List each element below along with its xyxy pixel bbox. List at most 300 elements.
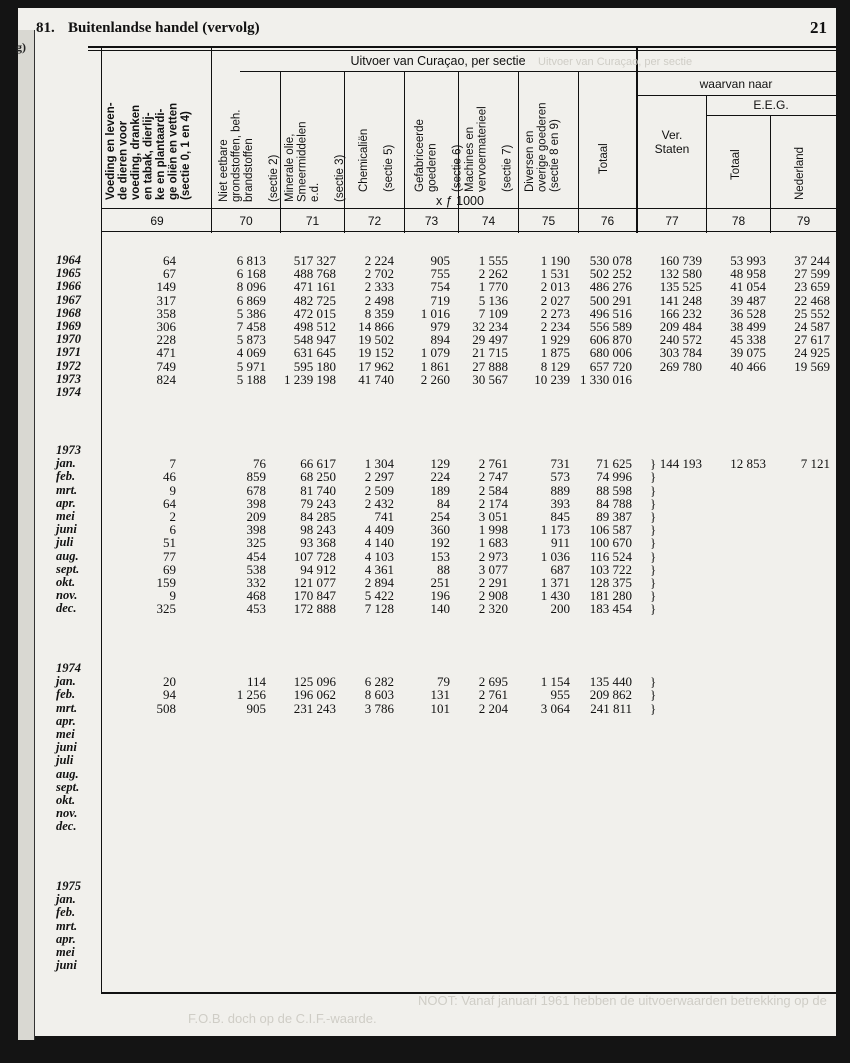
table-cell: 5 136 (478, 292, 508, 308)
table-cell: 241 811 (590, 700, 632, 716)
table-cell: 149 (156, 279, 176, 295)
table-cell: 472 015 (293, 305, 336, 321)
table-cell: 4 140 (364, 535, 394, 551)
table-cell: 398 (246, 495, 266, 511)
table-cell: 325 (156, 601, 176, 617)
table-cell: 687 (550, 561, 570, 577)
table-cell: 14 866 (358, 319, 394, 334)
row-label: 1967 (56, 292, 81, 307)
table-cell: 228 (156, 332, 176, 348)
table-cell: 251 (430, 575, 450, 590)
table-cell: 159 (156, 575, 176, 590)
table-cell: 196 (430, 588, 450, 604)
table-cell: 573 (550, 469, 570, 485)
table-cell: 754 (430, 279, 450, 295)
table-cell: 859 (246, 469, 266, 485)
row-label: mei (56, 509, 75, 523)
table-cell: 2 908 (478, 588, 508, 604)
table-cell: 468 (246, 588, 266, 604)
table-cell: 1 998 (478, 522, 508, 538)
table-cell: 1 190 (540, 253, 570, 268)
table-cell: 160 739 (659, 253, 702, 268)
table-cell: 595 180 (293, 358, 336, 374)
table-cell: 889 (550, 482, 570, 498)
table-cell: 135 525 (659, 279, 702, 295)
row-label: apr. (56, 931, 76, 946)
table-cell: 9 (169, 588, 176, 604)
table-cell: 48 958 (730, 266, 766, 282)
row-label: jan. (56, 456, 76, 471)
table-cell: 1 330 016 (580, 371, 632, 387)
table-cell: 2 297 (364, 469, 394, 485)
column-number: 70 (239, 214, 253, 228)
row-label: apr. (56, 713, 76, 728)
table-cell: 37 244 (794, 253, 830, 268)
table-cell: 5 873 (236, 332, 266, 348)
table-cell: 1 036 (540, 548, 570, 564)
table-cell: 6 282 (364, 674, 394, 690)
table-cell: 84 788 (596, 495, 632, 511)
table-cell: 3 064 (540, 700, 570, 716)
table-cell: 488 768 (293, 266, 336, 282)
table-cell: 77 (163, 548, 176, 564)
table-cell: 398 (246, 522, 266, 538)
row-label: 1973 (56, 443, 81, 457)
table-cell: 3 786 (364, 700, 394, 716)
table-cell: 2 291 (478, 575, 508, 590)
table-cell: 74 996 (596, 469, 632, 485)
col-divider (706, 95, 707, 233)
table-cell: 517 327 (293, 253, 336, 268)
row-label: nov. (56, 806, 78, 821)
table-cell: 189 (430, 482, 450, 498)
table-cell: 107 728 (293, 548, 336, 564)
table-cell: 88 (437, 561, 450, 577)
row-label: feb. (56, 687, 76, 702)
col-divider (636, 48, 638, 233)
table-cell: 17 962 (358, 358, 394, 374)
col-header-78: Totaal (730, 149, 742, 180)
table-cell: 121 077 (293, 575, 336, 590)
table-cell: 7 128 (364, 601, 394, 617)
table-cell: 125 096 (293, 674, 336, 690)
table-cell: 183 454 (589, 601, 632, 617)
table-cell: 393 (550, 495, 570, 511)
table-cell: 500 291 (589, 292, 632, 308)
col-divider (518, 71, 519, 233)
table-cell: 209 484 (659, 319, 702, 334)
table-cell: 67 (163, 266, 176, 282)
table-cell: 153 (430, 548, 450, 564)
table-cell: 6 813 (236, 253, 266, 268)
table-cell: 166 232 (659, 305, 702, 321)
table-cell: 45 338 (730, 332, 766, 348)
row-label: 1969 (56, 319, 81, 333)
bleed-through: NOOT: Vanaf januari 1961 hebben de uitvoerwaarden betrekking op de (418, 993, 827, 1008)
table-cell: 1 256 (236, 687, 266, 703)
col-header-76: Totaal (598, 143, 610, 174)
table-cell: 39 075 (730, 345, 766, 361)
page-number: 21 (810, 18, 827, 37)
year-total-cell: 12 853 (730, 456, 766, 472)
row-label: 1972 (56, 358, 81, 373)
brace-mark: } (650, 674, 657, 690)
row-label: mrt. (56, 700, 78, 715)
table-cell: 2 894 (364, 575, 394, 590)
brace-mark: } (650, 601, 657, 617)
table-cell: 755 (430, 266, 450, 282)
table-cell: 209 862 (589, 687, 632, 703)
table-cell: 4 069 (236, 345, 266, 361)
table-cell: 1 304 (364, 456, 394, 472)
table-cell: 53 993 (730, 253, 766, 268)
brace-mark: } (650, 548, 657, 564)
table-cell: 106 587 (589, 522, 632, 538)
table-cell: 36 528 (730, 305, 766, 321)
row-label: 1965 (56, 266, 81, 281)
table-cell: 21 715 (472, 345, 508, 361)
table-cell: 170 847 (293, 588, 336, 604)
table-cell: 24 925 (794, 345, 830, 361)
table-cell: 114 (246, 674, 266, 690)
eeg-header: E.E.G. (753, 98, 789, 112)
brace-mark: } (650, 588, 657, 604)
table-cell: 482 725 (293, 292, 336, 308)
brace-mark: } (650, 509, 657, 524)
unit-label: x ƒ 1000 (436, 194, 484, 208)
table-cell: 10 239 (534, 371, 570, 387)
column-number: 71 (305, 214, 320, 228)
table-cell: 181 280 (589, 588, 632, 604)
table-cell: 94 912 (300, 561, 336, 577)
table-cell: 360 (430, 522, 450, 538)
table-cell: 5 188 (236, 371, 266, 387)
row-label: mei (56, 945, 75, 959)
table-cell: 9 (169, 482, 176, 498)
table-cell: 2 747 (478, 469, 508, 485)
col-header-69: Voeding en leven- de dieren voor voeding, dranken en tabak, dierlij- ke en plantaardi- ge oliën en vetten (sectie 0, 1 en 4) (105, 102, 192, 200)
col-header-77: Ver. Staten (654, 128, 690, 156)
table-cell: 6 869 (236, 292, 266, 308)
table-cell: 5 422 (364, 588, 394, 604)
table-cell: 25 552 (794, 305, 830, 321)
table-cell: 2 432 (364, 495, 394, 511)
table-cell: 1 875 (540, 345, 570, 361)
brace-mark: } (650, 687, 657, 703)
table-cell: 7 458 (236, 319, 266, 334)
table-cell: 94 (163, 687, 176, 703)
table-cell: 905 (246, 700, 266, 716)
table-cell: 306 (156, 319, 176, 334)
table-cell: 496 516 (589, 305, 632, 321)
table-cell: 29 497 (472, 332, 508, 348)
row-label: sept. (56, 561, 80, 576)
table-cell: 1 079 (420, 345, 450, 361)
previous-page-edge: g) (18, 30, 35, 1040)
table-cell: 631 645 (293, 345, 336, 361)
table-cell: 471 (156, 345, 176, 361)
table-cell: 101 (430, 700, 450, 716)
table-cell: 2 273 (540, 305, 570, 321)
table-cell: 731 (550, 456, 570, 472)
table-cell: 89 387 (596, 509, 632, 524)
table-cell: 84 285 (300, 509, 336, 524)
table-cell: 240 572 (659, 332, 702, 348)
table-cell: 129 (430, 456, 450, 472)
table-cell: 19 502 (358, 332, 394, 348)
column-number: 73 (424, 214, 439, 228)
table-cell: 1 531 (540, 266, 570, 282)
table-cell: 7 109 (478, 305, 508, 321)
table-cell: 749 (156, 358, 176, 374)
row-label: dec. (56, 601, 77, 616)
table-cell: 471 161 (293, 279, 336, 295)
brace-mark: } (650, 495, 657, 511)
table-cell: 3 077 (478, 561, 508, 577)
table-cell: 20 (163, 674, 176, 690)
table-cell: 7 (169, 456, 176, 472)
row-label: sept. (56, 779, 80, 794)
table-cell: 27 888 (472, 358, 508, 374)
table-cell: 657 720 (589, 358, 632, 374)
row-label: okt. (56, 575, 76, 589)
table-cell: 453 (246, 601, 266, 617)
table-cell: 4 103 (364, 548, 394, 564)
table-cell: 93 368 (300, 535, 336, 551)
table-cell: 548 947 (293, 332, 336, 348)
table-cell: 19 569 (794, 358, 830, 374)
table-cell: 71 625 (596, 456, 632, 472)
table-cell: 4 409 (364, 522, 394, 538)
col-divider (211, 48, 212, 233)
column-number: 74 (481, 214, 496, 228)
table-cell: 5 971 (236, 358, 266, 374)
row-label: jan. (56, 892, 76, 907)
table-cell: 2 (169, 509, 176, 524)
table-cell: 24 587 (794, 319, 830, 334)
column-number: 79 (796, 214, 811, 228)
table-cell: 135 440 (589, 674, 632, 690)
table-cell: 2 761 (478, 456, 508, 472)
table-cell: 8 129 (540, 358, 570, 374)
row-label: jan. (56, 674, 76, 689)
top-rule-thin (88, 50, 836, 51)
table-cell: 69 (163, 561, 176, 577)
table-cell: 979 (430, 319, 450, 334)
table-cell: 824 (156, 371, 176, 387)
table-cell: 2 702 (364, 266, 394, 282)
table-cell: 1 555 (478, 253, 508, 268)
row-label: mei (56, 727, 75, 741)
row-label: apr. (56, 495, 76, 510)
table-cell: 88 598 (596, 482, 632, 498)
group-header: Uitvoer van Curaçao, per sectie (350, 54, 526, 68)
bleed-through: F.O.B. doch op de C.I.F.-waarde. (188, 1011, 377, 1026)
table-cell: 41 054 (730, 279, 766, 295)
table-cell: 454 (246, 548, 266, 564)
table-cell: 1 154 (540, 674, 570, 690)
brace-mark: } (650, 522, 657, 538)
row-label: juli (56, 535, 74, 550)
row-label: 1970 (56, 332, 81, 347)
row-label: juni (56, 958, 77, 973)
brace-mark: } (650, 535, 657, 551)
table-cell: 2 761 (478, 687, 508, 703)
table-cell: 140 (430, 601, 450, 617)
row-label: juli (56, 753, 74, 768)
table-cell: 8 359 (364, 305, 394, 321)
table-cell: 2 509 (364, 482, 394, 498)
column-number: 69 (150, 214, 164, 228)
table-cell: 32 234 (472, 319, 508, 334)
row-label: 1974 (56, 385, 81, 399)
dest-header-rule (636, 95, 836, 96)
table-cell: 2 262 (478, 266, 508, 282)
row-label: 1973 (56, 371, 81, 386)
table-cell: 27 617 (794, 332, 830, 348)
table-cell: 905 (430, 253, 450, 268)
row-label: aug. (56, 548, 79, 563)
table-cell: 741 (374, 509, 394, 524)
table-cell: 2 320 (478, 601, 508, 617)
table-cell: 30 567 (472, 371, 508, 387)
table-cell: 678 (246, 482, 266, 498)
page-title: Buitenlandse handel (vervolg) (68, 20, 260, 36)
table-cell: 1 430 (540, 588, 570, 604)
table-cell: 79 (437, 674, 450, 690)
table-cell: 332 (246, 575, 266, 590)
table-cell: 486 276 (589, 279, 632, 295)
table-cell: 196 062 (293, 687, 336, 703)
table-cell: 6 168 (236, 266, 266, 282)
column-number: 78 (731, 214, 746, 228)
row-label: mrt. (56, 482, 78, 497)
table-cell: 325 (246, 535, 266, 551)
table-cell: 911 (550, 535, 570, 551)
table-cell: 6 (169, 522, 176, 538)
table-cell: 131 (430, 687, 450, 703)
table-cell: 680 006 (589, 345, 632, 361)
table-cell: 209 (246, 509, 266, 524)
table-cell: 103 722 (589, 561, 632, 577)
row-label: aug. (56, 766, 79, 781)
table-cell: 39 487 (730, 292, 766, 308)
row-label: 1964 (56, 253, 81, 267)
table-cell: 98 243 (300, 522, 336, 538)
table-cell: 27 599 (794, 266, 830, 282)
table-cell: 894 (430, 332, 450, 348)
brace-mark: } (650, 575, 657, 590)
table-cell: 303 784 (659, 345, 702, 361)
table-cell: 2 584 (478, 482, 508, 498)
table-cell: 2 695 (478, 674, 508, 690)
row-label: 1968 (56, 305, 81, 320)
table-cell: 498 512 (293, 319, 336, 334)
table-cell: 19 152 (358, 345, 394, 361)
table-cell: 530 078 (589, 253, 632, 268)
stub-border (101, 48, 102, 994)
table-cell: 68 250 (300, 469, 336, 485)
dest-header: waarvan naar (699, 77, 773, 91)
table-cell: 141 248 (659, 292, 702, 308)
table-cell: 4 361 (364, 561, 394, 577)
table-cell: 231 243 (293, 700, 336, 716)
table-cell: 2 027 (540, 292, 570, 308)
table-cell: 200 (550, 601, 570, 617)
brace-mark: } (650, 456, 657, 472)
year-total-cell: 144 193 (659, 456, 702, 472)
brace-mark: } (650, 700, 657, 716)
table-cell: 172 888 (293, 601, 336, 617)
table-cell: 508 (156, 700, 176, 716)
eeg-header-rule (706, 115, 836, 116)
table-cell: 1 683 (478, 535, 508, 551)
table-cell: 66 617 (300, 456, 336, 472)
row-label: 1971 (56, 345, 81, 360)
book-page (18, 8, 836, 1036)
row-label: feb. (56, 905, 76, 920)
table-cell: 22 468 (794, 292, 830, 308)
top-rule (88, 46, 836, 48)
table-cell: 538 (246, 561, 266, 577)
brace-mark: } (650, 469, 657, 485)
table-cell: 192 (430, 535, 450, 551)
table-cell: 79 243 (300, 495, 336, 511)
column-number: 72 (367, 214, 382, 228)
row-label: dec. (56, 819, 77, 834)
group-header-rule (240, 71, 836, 72)
table-cell: 8 096 (236, 279, 266, 295)
row-label: juni (56, 522, 77, 537)
table-cell: 38 499 (730, 319, 766, 334)
table-cell: 3 051 (478, 509, 508, 524)
brace-mark: } (650, 482, 657, 498)
table-cell: 502 252 (589, 266, 632, 282)
col-header-72: Chemicaliën (sectie 5) (358, 128, 395, 192)
table-cell: 51 (163, 535, 176, 551)
table-cell: 81 740 (300, 482, 336, 498)
table-cell: 2 013 (540, 279, 570, 295)
table-cell: 556 589 (589, 319, 632, 334)
table-cell: 955 (550, 687, 570, 703)
table-cell: 2 498 (364, 292, 394, 308)
table-cell: 719 (430, 292, 450, 308)
column-number: 75 (541, 214, 556, 228)
table-cell: 606 870 (589, 332, 632, 348)
col-divider (404, 71, 405, 233)
row-label: juni (56, 740, 77, 755)
table-cell: 76 (253, 456, 266, 472)
row-label: feb. (56, 469, 76, 484)
table-cell: 2 174 (478, 495, 508, 511)
row-label: 1975 (56, 879, 81, 893)
table-cell: 128 375 (589, 575, 632, 590)
table-cell: 1 016 (420, 305, 450, 321)
col-header-73: Gefabriceerde goederen (sectie 6) (414, 119, 464, 192)
table-cell: 2 973 (478, 548, 508, 564)
table-cell: 84 (437, 495, 450, 511)
table-cell: 100 670 (589, 535, 632, 551)
table-cell: 23 659 (794, 279, 830, 295)
table-cell: 1 929 (540, 332, 570, 348)
row-label: 1974 (56, 661, 81, 675)
table-cell: 2 204 (478, 700, 508, 716)
table-cell: 46 (163, 469, 176, 485)
row-label: nov. (56, 588, 78, 603)
table-cell: 41 740 (358, 371, 394, 387)
brace-mark: } (650, 561, 657, 577)
bleed-through: Uitvoer van Curaçao, per sectie (538, 56, 693, 68)
